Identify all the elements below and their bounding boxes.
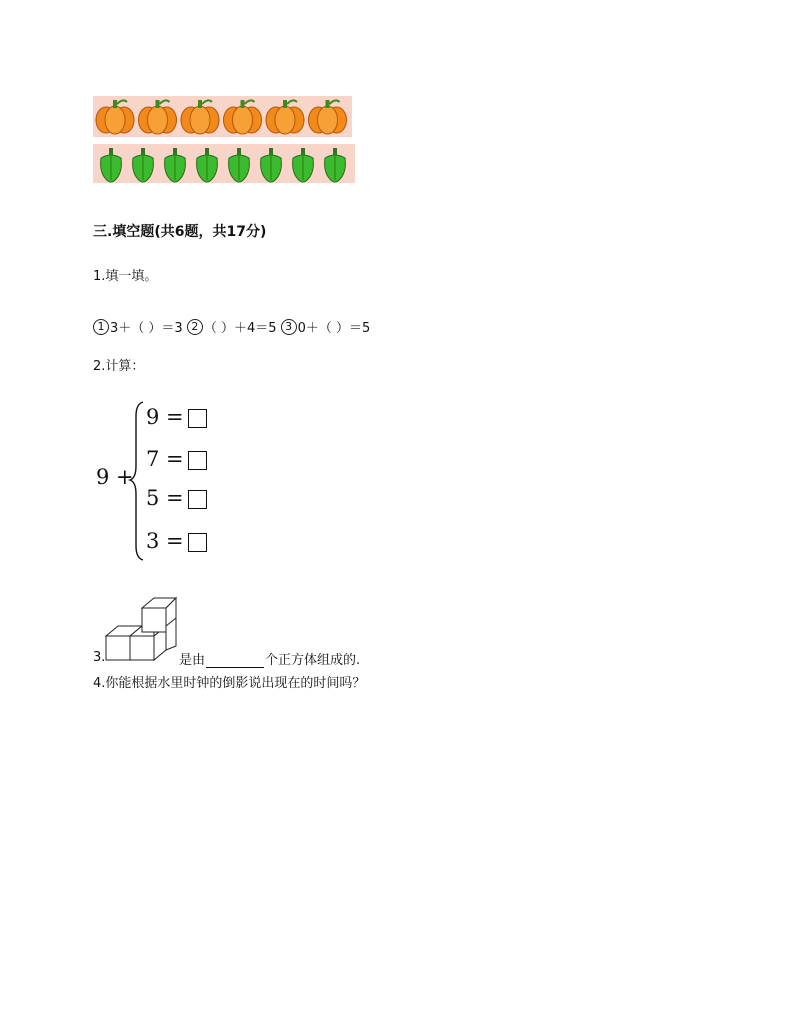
answer-box-1[interactable] [188,409,207,428]
green-pepper-icon [325,148,346,182]
pepper-row [93,144,355,183]
answer-box-3[interactable] [188,490,207,509]
pumpkin-icon [309,100,347,134]
math-row-2: 7 = [146,447,184,471]
section-title: 三.填空题(共6题，共17分) [93,224,267,240]
math-row-1: 9 = [146,405,184,429]
cube-stack-icon [104,596,178,662]
circled-number-3: 3 [281,319,297,335]
answer-blank[interactable] [206,653,264,668]
math-prefix: 9 + [96,465,134,489]
green-pepper-icon [133,148,154,182]
answer-box-2[interactable] [188,451,207,470]
green-pepper-icon [197,148,218,182]
green-pepper-icon [229,148,250,182]
equation-2: （ ）＋4＝5 [203,321,277,336]
pumpkin-icon [224,100,262,134]
equation-1: 3＋（ ）＝3 [110,321,183,336]
question-3-text: 是由 个正方体组成的. [179,653,361,668]
green-pepper-icon [261,148,282,182]
math-row-4: 3 = [146,529,184,553]
circled-number-2: 2 [187,319,203,335]
question-2-text: 2.计算： [93,359,145,374]
pumpkin-icon [266,100,304,134]
pumpkin-row [93,96,352,137]
green-pepper-icon [293,148,314,182]
math-row-3: 5 = [146,486,184,510]
answer-box-4[interactable] [188,533,207,552]
question-1-text: 1.填一填。 [93,269,158,284]
question-3-number: 3. [93,650,106,665]
green-pepper-icon [101,148,122,182]
curly-brace-icon [128,400,148,562]
green-pepper-icon [165,148,186,182]
question-4-text: 4.你能根据水里时钟的倒影说出现在的时间吗？ [93,676,366,691]
pumpkin-icon [139,100,177,134]
pumpkin-icon [181,100,219,134]
pumpkin-icon [96,100,134,134]
question-1-equations [93,317,370,336]
pepper-image [93,144,355,183]
equation-3: 0＋（ ）＝5 [297,321,371,336]
circled-number-1: 1 [93,319,109,335]
pumpkin-image [93,96,352,137]
